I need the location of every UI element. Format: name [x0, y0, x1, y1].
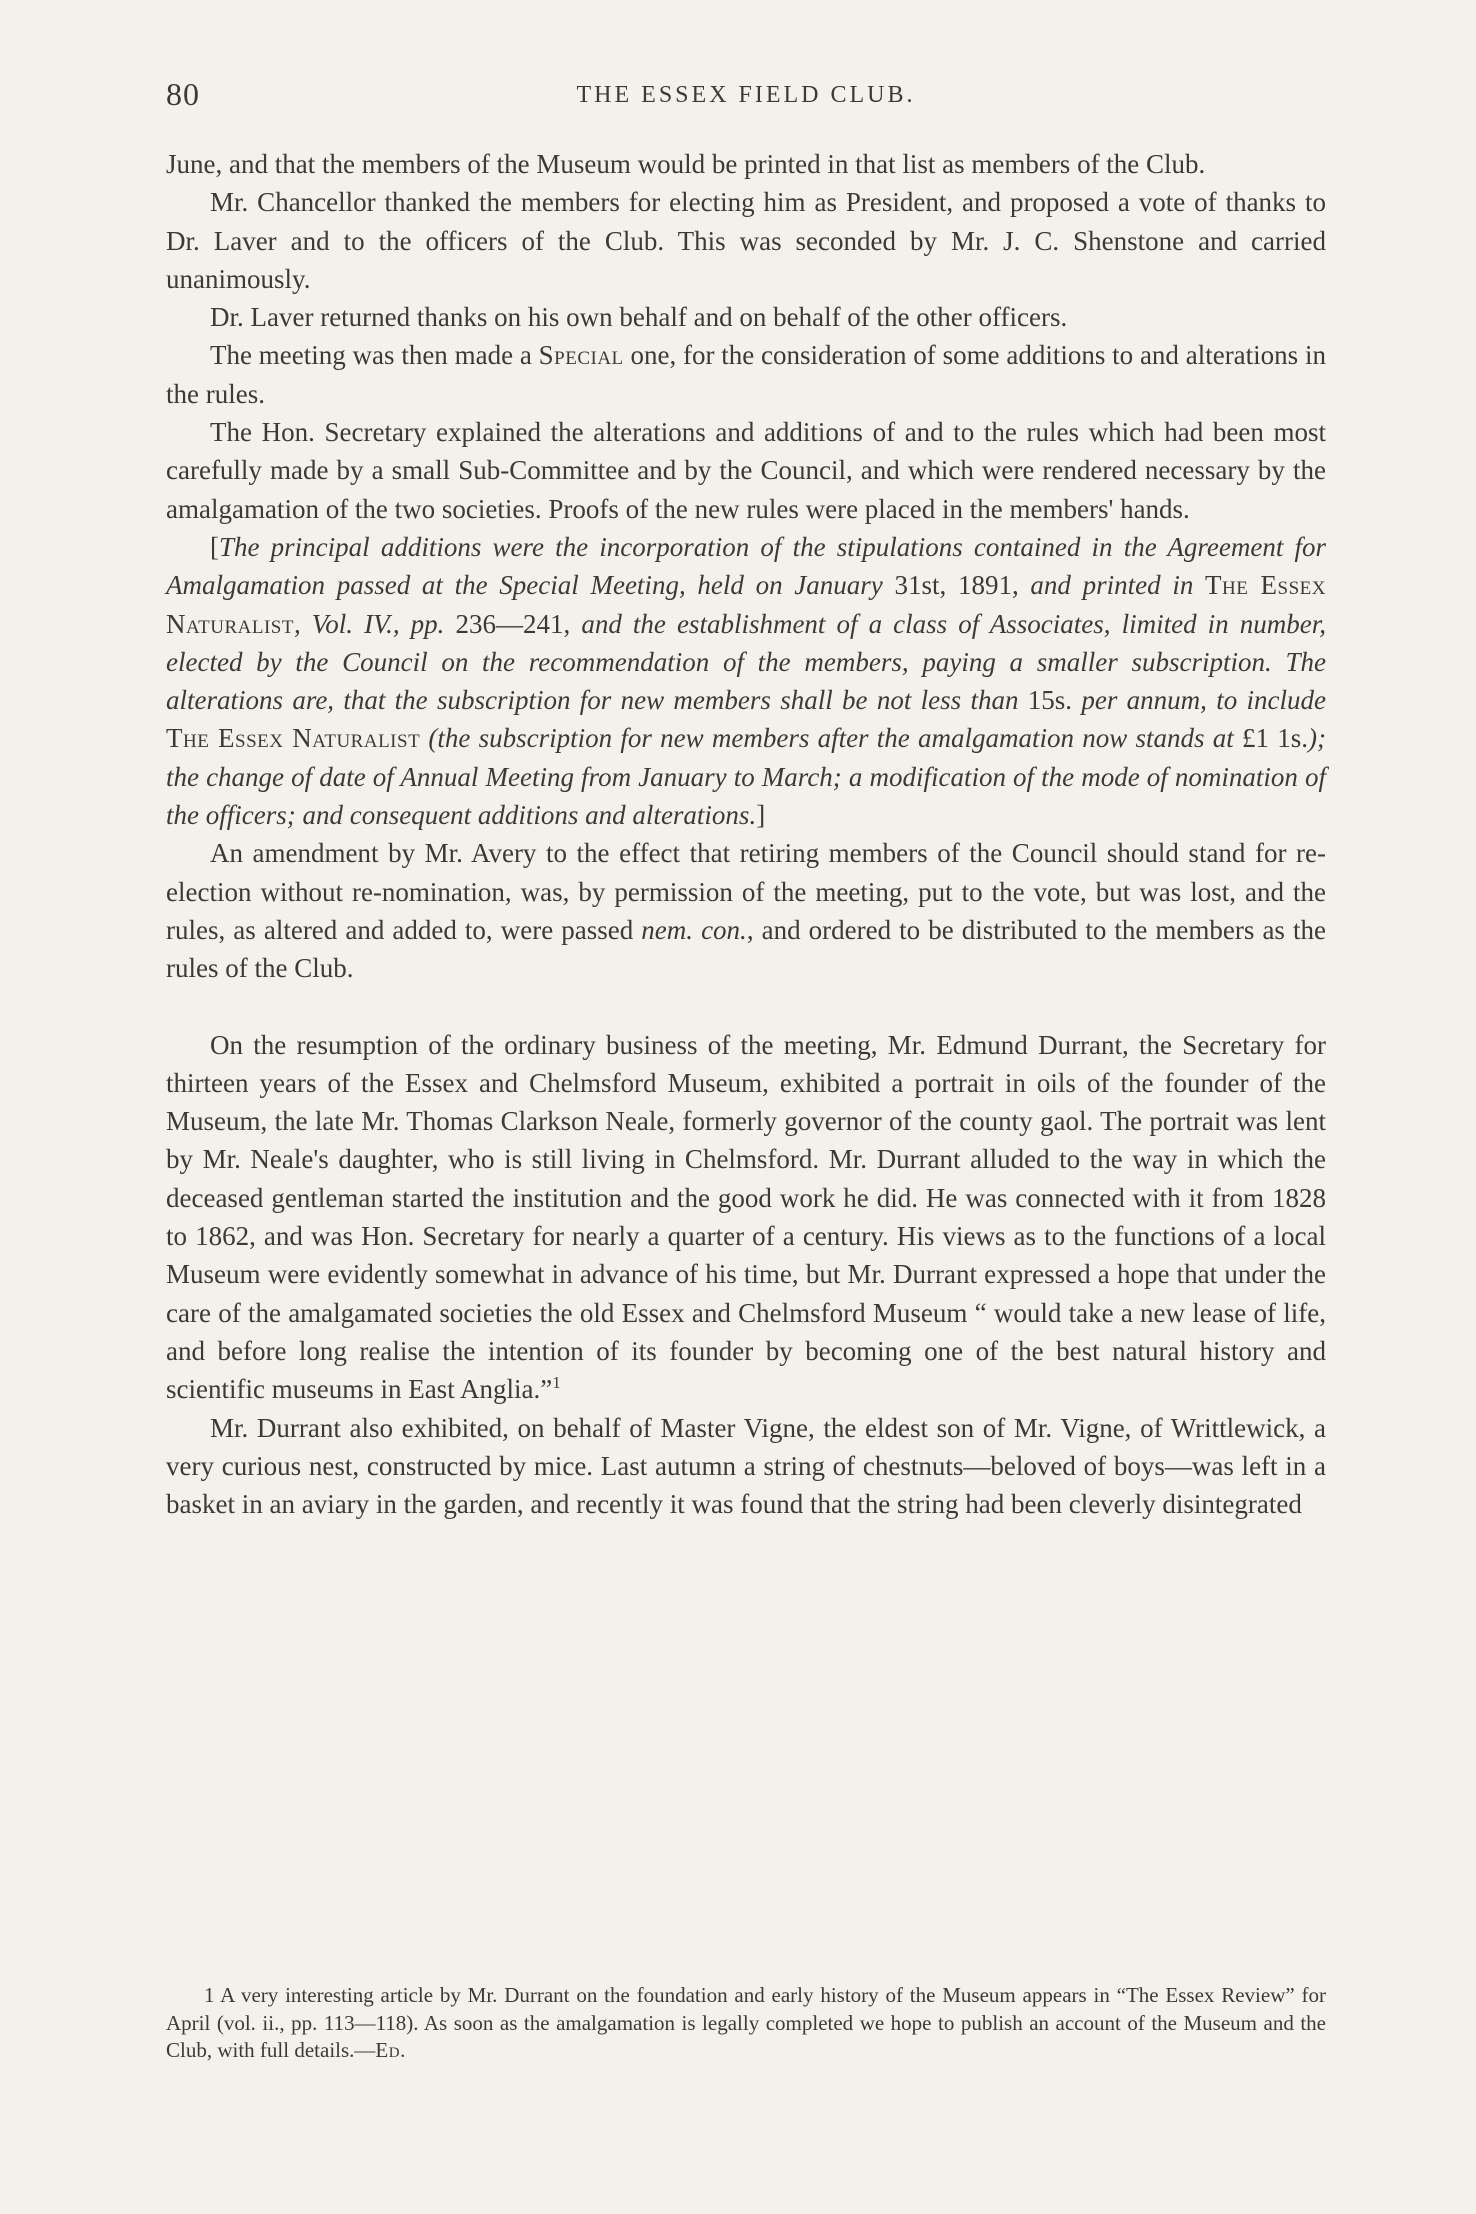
special-smallcaps: Special [538, 340, 624, 371]
paragraph-rules-explained: The Hon. Secretary explained the alterations and additions of and to the rules which had been most carefully made by a small Sub-Committee and by the Council, and which were rendered necessary by the amalgamation of the two societies. Proofs of the new rules were placed in the members' hands. [166, 417, 1326, 524]
footnote-marker: 1 [204, 1983, 215, 2007]
paragraph-vigne-nest: Mr. Durrant also exhibited, on behalf of Master Vigne, the eldest son of Mr. Vigne, of Writtlewick, a very curious nest, constructed by mice. Last autumn a string of chestnuts—beloved of boys—was left in a basket in an aviary in the garden, and recently it was found that the string had been cleverly disintegrated [166, 1412, 1326, 1520]
paragraph-amendment: An amendment by Mr. Avery to the effect that retiring members of the Council should stand for re-election without re-nomination, was, by permission of the meeting, put to the vote, but was lost, and the rules, as altered and added to, were passed nem. con., and ordered to be distributed to the members as the rules of the Club. [166, 838, 1326, 984]
journal-title: The Essex Naturalist [166, 723, 421, 754]
paragraph-bracketed-note: [The principal additions were the incorporation of the stipulations contained in the Agreement for Amalgamation passed at the Special Meeting, held on January 31st, 1891, and printed in The Essex Naturalist, Vol. IV., pp. 236—241, and the establishment of a class of Associates, limited in number, elected by the Council on the recommendation of the members, paying a smaller subscription. The alterations are, that the subscription for new members shall be not less than 15s. per annum, to include The Essex Naturalist (the subscription for new members after the amalgamation now stands at £1 1s.); the change of date of Annual Meeting from January to March; a modification of the mode of nomination of the officers; and consequent additions and alterations.] [166, 531, 1327, 831]
running-title: THE ESSEX FIELD CLUB. [576, 82, 916, 108]
journal-title: The Essex Naturalist [166, 570, 1327, 639]
paragraph-continuation: June, and that the members of the Museum would be printed in that list as members of the Club. [166, 149, 1206, 179]
paragraph-durrant-portrait: On the resumption of the ordinary business of the meeting, Mr. Edmund Durrant, the Secretary for thirteen years of the Essex and Chelmsford Museum, exhibited a portrait in oils of the founder of the Museum, the late Mr. Thomas Clarkson Neale, formerly governor of the county gaol. The portrait was lent by Mr. Neale's daughter, who is still living in Chelmsford. Mr. Durrant alluded to the way in which the deceased gentleman started the institution and the good work he did. He was connected with it from 1828 to 1862, and was Hon. Secretary for nearly a quarter of a century. His views as to the functions of a local Museum were evidently somewhat in advance of his time, but Mr. Durrant expressed a hope that under the care of the amalgamated societies the old Essex and Chelmsford Museum “ would take a new lease of life, and before long realise the intention of its founder by becoming one of the best natural history and scientific museums in East Anglia.”$^1$ [166, 1029, 1326, 1405]
footnote-reference: 1 [552, 1373, 561, 1393]
paragraph-laver-thanks: Dr. Laver returned thanks on his own behalf and on behalf of the other officers. [210, 302, 1068, 333]
paragraph-special-meeting: The meeting was then made a Special one, for the consideration of some additions to and alterations in the rules. [166, 340, 1326, 409]
paragraph-chancellor-thanks: Mr. Chancellor thanked the members for electing him as President, and proposed a vote of thanks to Dr. Laver and to the officers of the Club. This was seconded by Mr. J. C. Shenstone and carried unanimously. [166, 187, 1326, 294]
page-header [166, 76, 1326, 116]
editor-signoff: Ed. [375, 2038, 406, 2062]
body-text [166, 145, 1326, 1523]
footnote: 1 A very interesting article by Mr. Durrant on the foundation and early history of the Museum appears in “The Essex Review” for April (vol. ii., pp. 113—118). As soon as the amalgamation is legally completed we hope to publish an account of the Museum and the Club, with full details.—Ed. [166, 1983, 1326, 2062]
page-number: 80 [166, 76, 200, 112]
